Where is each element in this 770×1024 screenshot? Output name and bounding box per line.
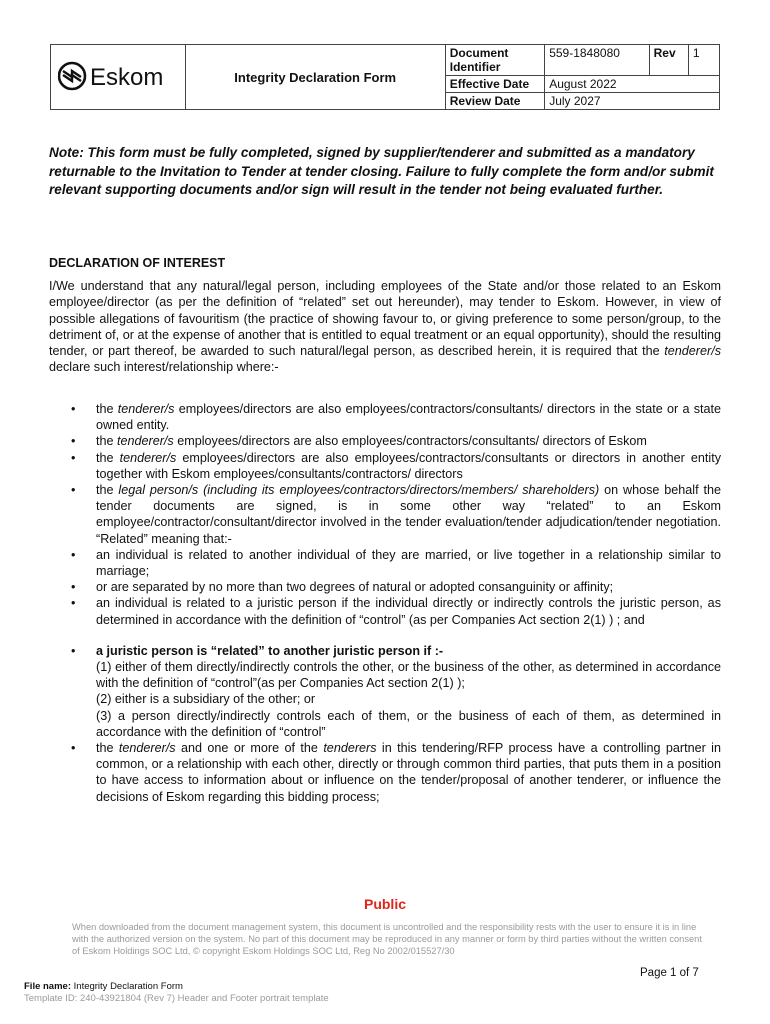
file-name: File name: Integrity Declaration Form — [24, 981, 183, 992]
list-item: • the legal person/s (including its employees/contractors/directors/members/ shareholders) on whose behalf the tender documents are signed, is in some other way “related” to an Eskom employee/contractor/consultant/director involved in the tender evaluation/tender adjudication/tender negotiation. “Related” meaning that:- — [49, 482, 721, 547]
doc-identifier-value: 559-1848080 — [545, 45, 649, 76]
document-header-table — [50, 44, 720, 110]
list-item: • the tenderer/s and one or more of the tenderers in this tendering/RFP process have a controlling partner in common, or a relationship with each other, directly or through common third parties, that puts them in a position to have access to information about or influence on the tender/proposal of another tenderer, or influence the decisions of Eskom regarding this bidding process; — [49, 740, 721, 805]
list-item: • the tenderer/s employees/directors are also employees/contractors/consultants/ directors in the state or a state owned entity. — [49, 401, 721, 433]
declaration-bullets — [49, 401, 721, 805]
list-item: • the tenderer/s employees/directors are also employees/contractors/consultants/ directors of Eskom — [49, 433, 721, 449]
disclaimer-text: When downloaded from the document management system, this document is uncontrolled and the responsibility rests with the user to ensure it is in line with the authorized version on the system. No part of this document may be reproduced in any manner or form by third parties without the written consent of Eskom Holdings SOC Ltd, © copyright Eskom Holdings SOC Ltd, Reg No 2002/015527/30 — [72, 922, 702, 956]
classification-label: Public — [363, 896, 406, 912]
eskom-logo — [51, 45, 186, 110]
list-item: • or are separated by no more than two degrees of natural or adopted consanguinity or affinity; — [49, 579, 721, 595]
list-item: • the tenderer/s employees/directors are also employees/contractors/consultants or directors in another entity together with Eskom employees/consultants/contractors/ directors — [49, 450, 721, 482]
intro-paragraph: I/We understand that any natural/legal person, including employees of the State and/or those related to an Eskom employee/director (as per the definition of “related” set out hereunder), may tender to Eskom. However, in view of possible allegations of favouritism (the practice of showing favour to, or giving preference to some person/group, to the detriment of, or at the expense of another that is entitled to equal treatment or an equal opportunity), should the resulting tender, or part thereof, be awarded to such natural/legal person, as described herein, it is required that the tenderer/s declare such interest/relationship where:- — [49, 279, 721, 375]
list-item: • a juristic person is “related” to another juristic person if :- (1) either of them directly/indirectly controls the other, or the business of the other, as determined in accordance with the definition of “control”(as per Companies Act section 2(1) ); (2) either is a subsidiary of the other; or (3) a person directly/indirectly controls each of them, or the business of each of them, as determined in accordance with the definition of “control” — [49, 643, 721, 740]
rev-label: Rev — [649, 45, 688, 76]
section-title: DECLARATION OF INTEREST — [49, 256, 226, 270]
form-title: Integrity Declaration Form — [185, 45, 445, 110]
doc-identifier-label: Document Identifier — [445, 45, 544, 76]
effective-date-label: Effective Date — [445, 76, 544, 93]
eskom-logo-icon — [58, 60, 178, 92]
list-item: • an individual is related to another individual of they are married, or live together in a relationship similar to marriage; — [49, 547, 721, 579]
template-id: Template ID: 240-43921804 (Rev 7) Header and Footer portrait template — [24, 993, 329, 1004]
review-date-label: Review Date — [445, 93, 544, 110]
rev-value: 1 — [688, 45, 719, 76]
submission-note: Note: This form must be fully completed, signed by supplier/tenderer and submitted as a mandatory returnable to the Invitation to Tender at tender closing. Failure to fully complete the form and/or submit relevant supporting documents and/or sign will result in the tender not being evaluated further. — [49, 145, 714, 197]
svg-text:Eskom: Eskom — [89, 63, 164, 91]
list-item: • an individual is related to a juristic person if the individual directly or indirectly controls the juristic person, as determined in accordance with the definition of “control” (as per Companies Act section 2(1) ) ; and — [49, 595, 721, 627]
page-number: Page 1 of 7 — [640, 967, 699, 979]
effective-date-value: August 2022 — [545, 76, 720, 93]
review-date-value: July 2027 — [545, 93, 720, 110]
